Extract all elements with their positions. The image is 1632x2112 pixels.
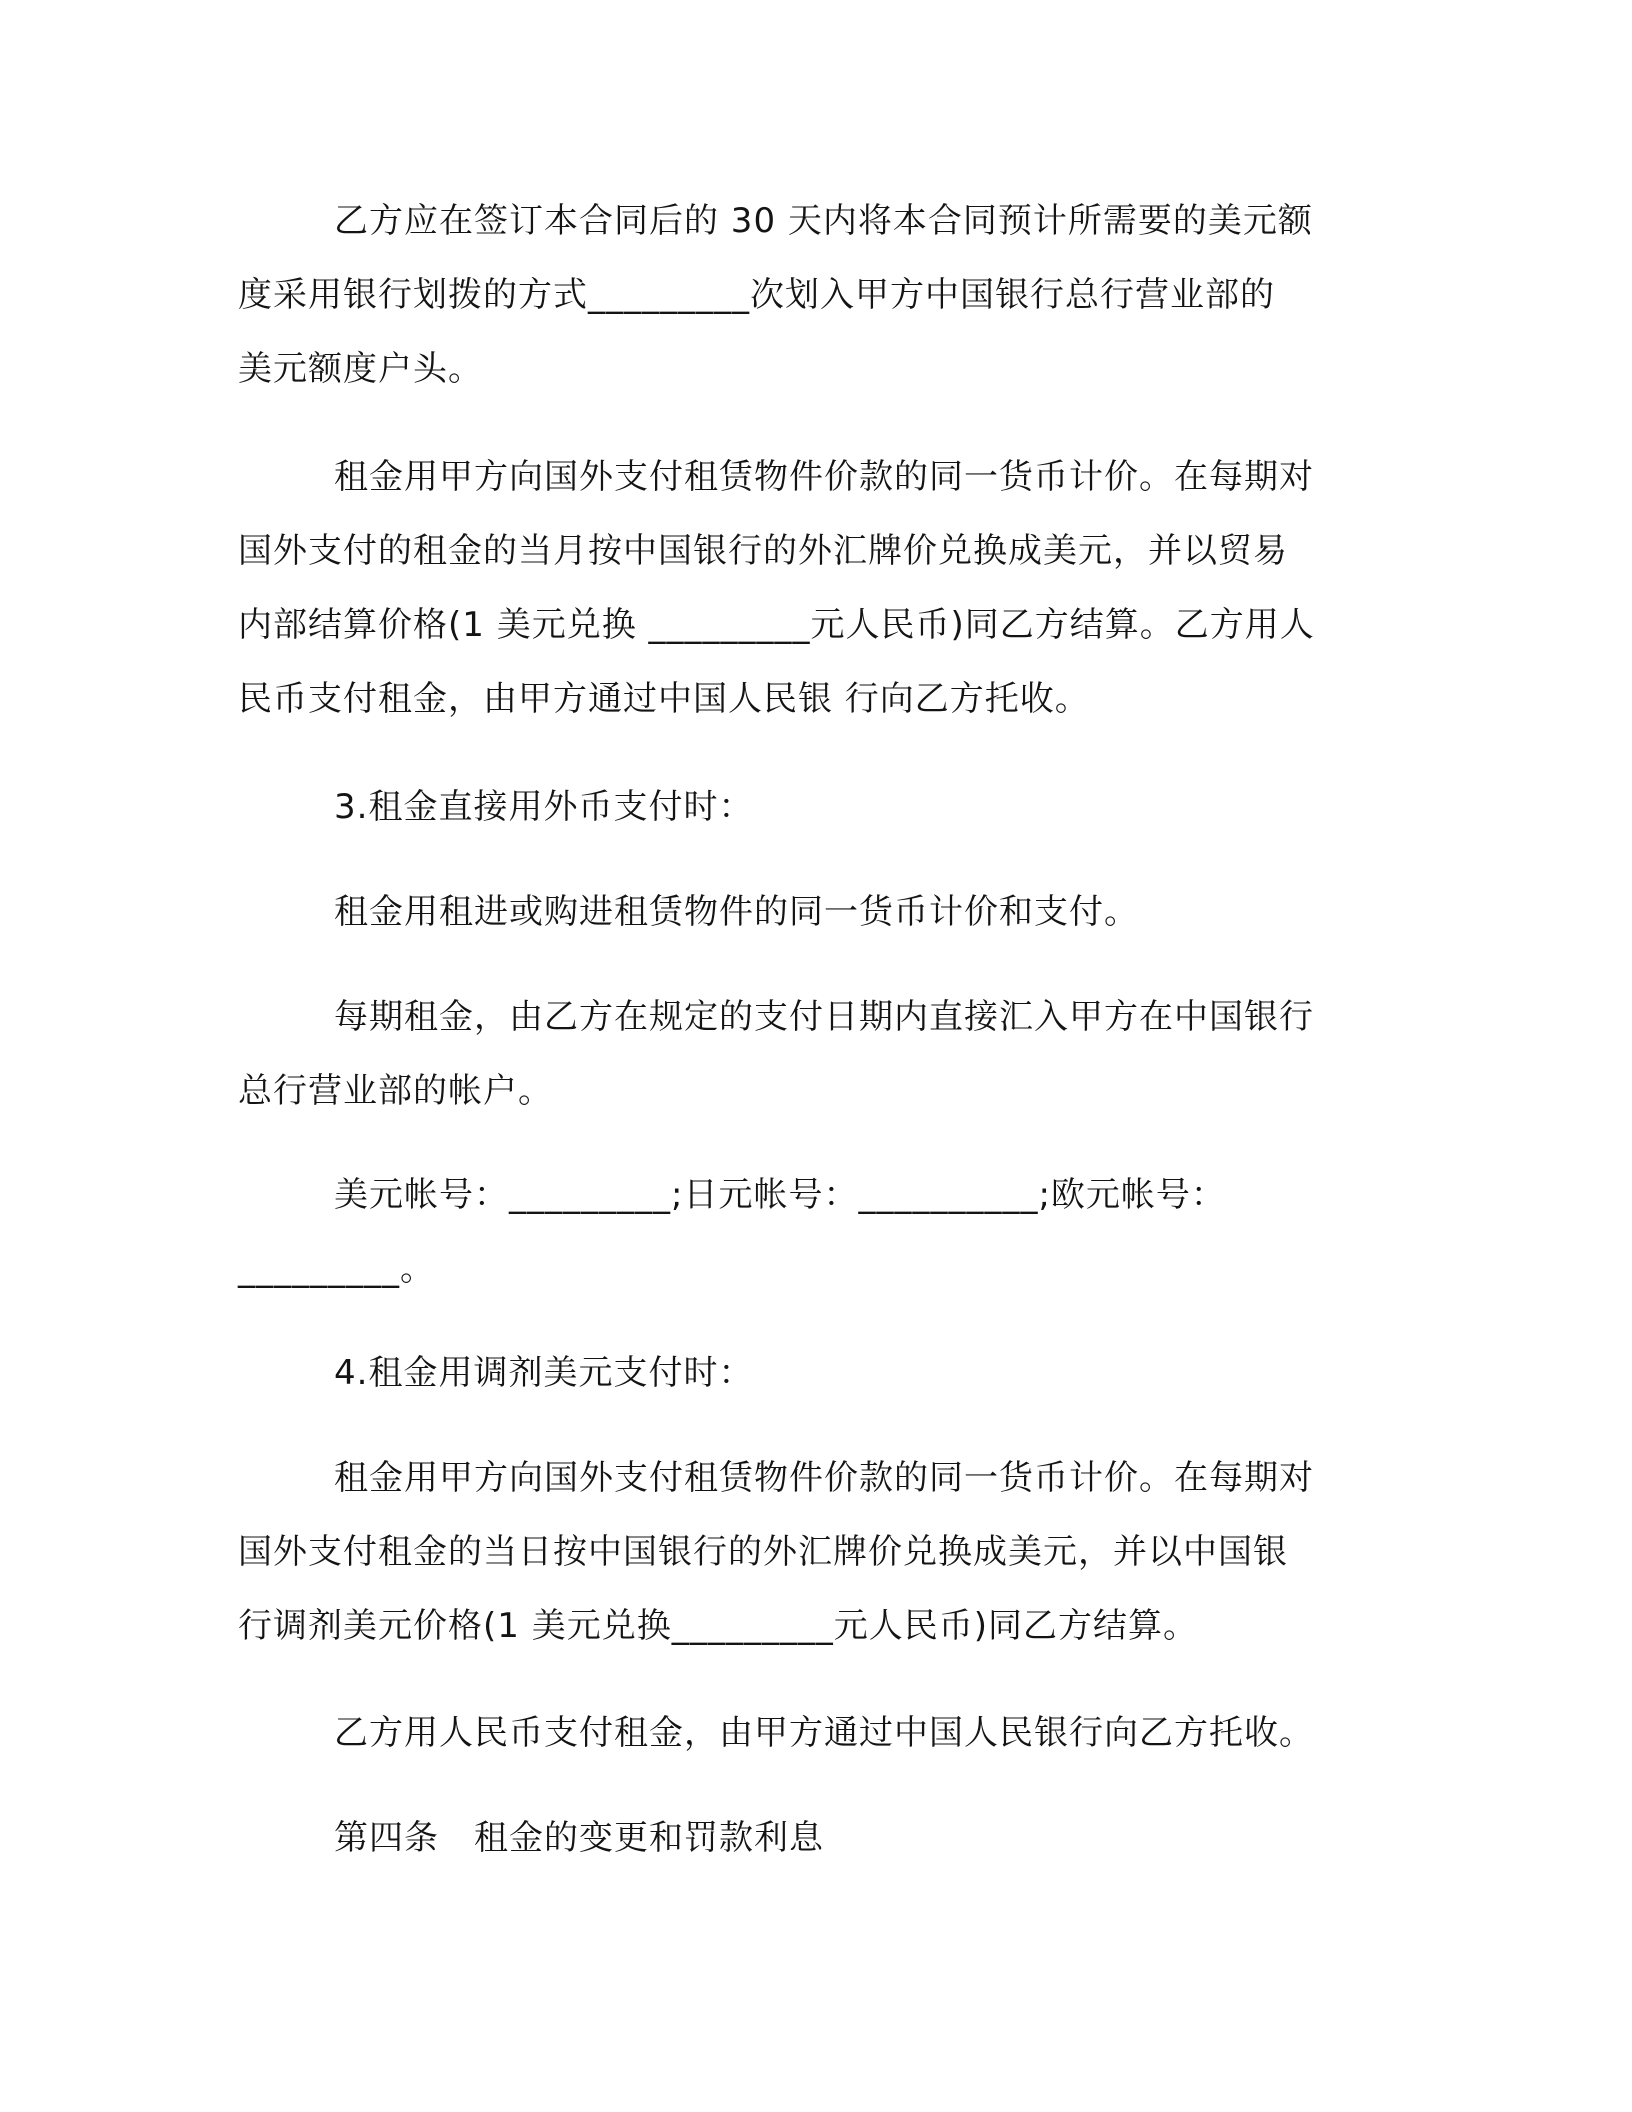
paragraph-line: 乙方应在签订本合同后的 30 天内将本合同预计所需要的美元额 [334,201,1313,241]
paragraph-usd-quota-transfer [238,184,1378,406]
paragraph-rent-remittance [238,980,1378,1128]
paragraph-rent-pricing-adjusted [238,1441,1378,1663]
paragraph-line: 每期租金，由乙方在规定的支付日期内直接汇入甲方在中国银行 [334,997,1314,1037]
article-heading-rent-change [238,1801,1378,1875]
paragraph-rmb-collection [238,1696,1378,1770]
paragraph-line: 美元帐号：_________;日元帐号：__________;欧元帐号： [334,1175,1226,1215]
paragraph-line: 乙方用人民币支付租金，由甲方通过中国人民银行向乙方托收。 [334,1713,1314,1753]
paragraph-line: 4.租金用调剂美元支付时： [334,1353,754,1393]
section-heading-adjusted-usd [238,1336,1378,1410]
paragraph-line: 租金用租进或购进租赁物件的同一货币计价和支付。 [334,892,1139,932]
paragraph-line: 总行营业部的帐户。 [238,1071,553,1111]
paragraph-line: 租金用甲方向国外支付租赁物件价款的同一货币计价。在每期对 [334,457,1314,497]
paragraph-account-numbers [238,1158,1378,1306]
paragraph-line: 第四条 租金的变更和罚款利息 [334,1818,824,1858]
section-heading-foreign-currency [238,770,1378,844]
paragraph-line: 美元额度户头。 [238,349,483,389]
paragraph-line: _________。 [238,1249,435,1289]
paragraph-line: 租金用甲方向国外支付租赁物件价款的同一货币计价。在每期对 [334,1458,1314,1498]
paragraph-line: 国外支付租金的当日按中国银行的外汇牌价兑换成美元，并以中国银 [238,1532,1288,1572]
paragraph-rent-same-currency [238,875,1378,949]
paragraph-line: 国外支付的租金的当月按中国银行的外汇牌价兑换成美元，并以贸易 [238,531,1288,571]
paragraph-line: 3.租金直接用外币支付时： [334,787,754,827]
paragraph-line: 民币支付租金，由甲方通过中国人民银 行向乙方托收。 [238,679,1090,719]
paragraph-rent-pricing-trade [238,440,1378,736]
paragraph-line: 度采用银行划拨的方式_________次划入甲方中国银行总行营业部的 [238,275,1275,315]
paragraph-line: 内部结算价格(1 美元兑换 _________元人民币)同乙方结算。乙方用人 [238,605,1315,645]
paragraph-line: 行调剂美元价格(1 美元兑换_________元人民币)同乙方结算。 [238,1606,1198,1646]
